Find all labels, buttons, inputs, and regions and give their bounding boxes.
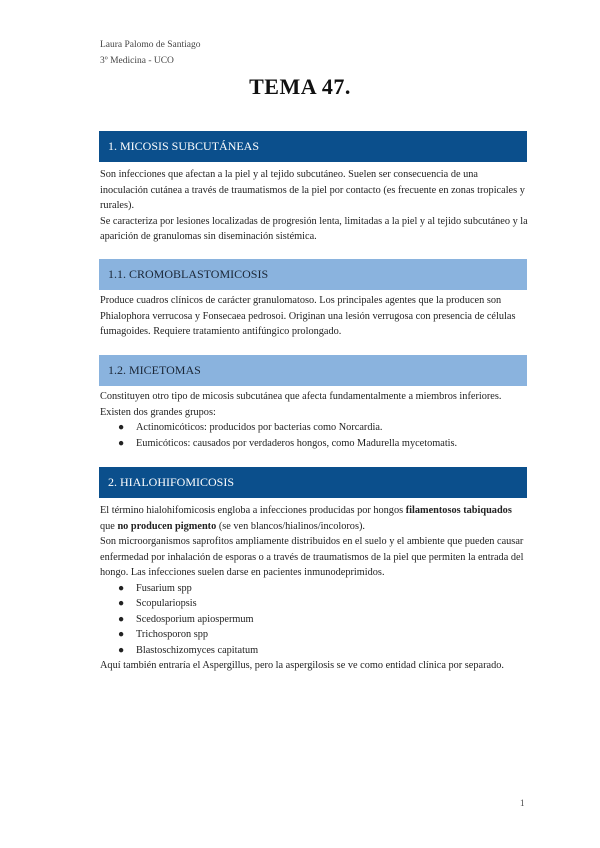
bullet-icon: ● bbox=[118, 422, 125, 433]
course-label: 3º Medicina - UCO bbox=[100, 56, 174, 66]
list-item: ● Blastoschizomyces capitatum bbox=[100, 643, 528, 659]
section-heading-text: 1.2. MICETOMAS bbox=[108, 363, 201, 377]
list-item: ● Actinomicóticos: producidos por bacterias como Norcardia. bbox=[100, 420, 528, 436]
section-heading-micetomas bbox=[99, 355, 527, 386]
section-heading-text: 2. HIALOHIFOMICOSIS bbox=[108, 475, 235, 489]
section-heading-cromoblastomicosis bbox=[99, 259, 527, 290]
list-item: ● Eumicóticos: causados por verdaderos hongos, como Madurella mycetomatis. bbox=[100, 436, 528, 452]
page-number: 1 bbox=[520, 798, 525, 808]
author-name: Laura Palomo de Santiago bbox=[100, 40, 201, 50]
section-body-micetomas bbox=[100, 389, 528, 451]
micetoma-group-list bbox=[100, 420, 528, 451]
paragraph: Constituyen otro tipo de micosis subcutánea que afecta fundamentalmente a miembros inferiores. Existen dos grandes grupos: bbox=[100, 391, 502, 418]
list-item: ● Fusarium spp bbox=[100, 581, 528, 597]
bullet-icon: ● bbox=[118, 437, 125, 449]
bullet-icon: ● bbox=[118, 613, 125, 625]
bullet-icon: ● bbox=[118, 582, 125, 594]
document-header bbox=[100, 37, 201, 69]
section-heading-hialohifomicosis bbox=[99, 467, 527, 498]
paragraph: El término hialohifomicosis engloba a infecciones producidas por hongos filamentosos tabiquados que no producen pigmento (se ven blancos/hialinos/incoloros). bbox=[100, 505, 512, 532]
paragraph: Son microorganismos saprofitos ampliamente distribuidos en el suelo y el ambiente que pueden causar enfermedad por inhalación de esporas o a través de traumatismos de la piel que permiten la entrada del hongo. Las infecciones suelen darse en pacientes inmunodeprimidos. bbox=[100, 536, 524, 578]
bullet-icon: ● bbox=[118, 644, 125, 656]
bold-term: no producen pigmento bbox=[117, 520, 217, 532]
list-item: ● Trichosporon spp bbox=[100, 627, 528, 643]
section-heading-micosis-subcutaneas bbox=[99, 131, 527, 162]
bullet-icon: ● bbox=[118, 629, 125, 640]
paragraph: Son infecciones que afectan a la piel y al tejido subcutáneo. Suelen ser consecuencia de una inoculación cutánea a través de traumatismos de la piel por contacto (es frecuente en zonas tropicales y rurales). bbox=[100, 169, 525, 211]
section-body-micosis-subcutaneas bbox=[100, 167, 528, 245]
bullet-icon: ● bbox=[118, 598, 125, 609]
section-heading-text: 1. MICOSIS SUBCUTÁNEAS bbox=[108, 139, 260, 153]
list-item: ● Scedosporium apiospermum bbox=[100, 612, 528, 628]
paragraph: Aquí también entraría el Aspergillus, pero la aspergilosis se ve como entidad clínica por separado. bbox=[100, 660, 504, 671]
bold-term: filamentosos tabiquados bbox=[405, 505, 512, 516]
section-body-hialohifomicosis bbox=[100, 503, 528, 674]
section-body-cromoblastomicosis bbox=[100, 293, 528, 340]
paragraph: Se caracteriza por lesiones localizadas de progresión lenta, limitadas a la piel y al tejido subcutáneo y la aparición de granulomas sin diseminación sistémica. bbox=[100, 215, 528, 242]
species-list bbox=[100, 581, 528, 659]
page-title: TEMA 47. bbox=[249, 74, 351, 99]
section-heading-text: 1.1. CROMOBLASTOMICOSIS bbox=[108, 267, 269, 281]
paragraph: Produce cuadros clínicos de carácter granulomatoso. Los principales agentes que la producen son Phialophora verrucosa y Fonsecaea pedrosoi. Originan una lesión verrugosa con presencia de células fumagoides. Requiere tratamiento antifúngico prolongado. bbox=[100, 295, 516, 337]
list-item: ● Scopulariopsis bbox=[100, 596, 528, 612]
